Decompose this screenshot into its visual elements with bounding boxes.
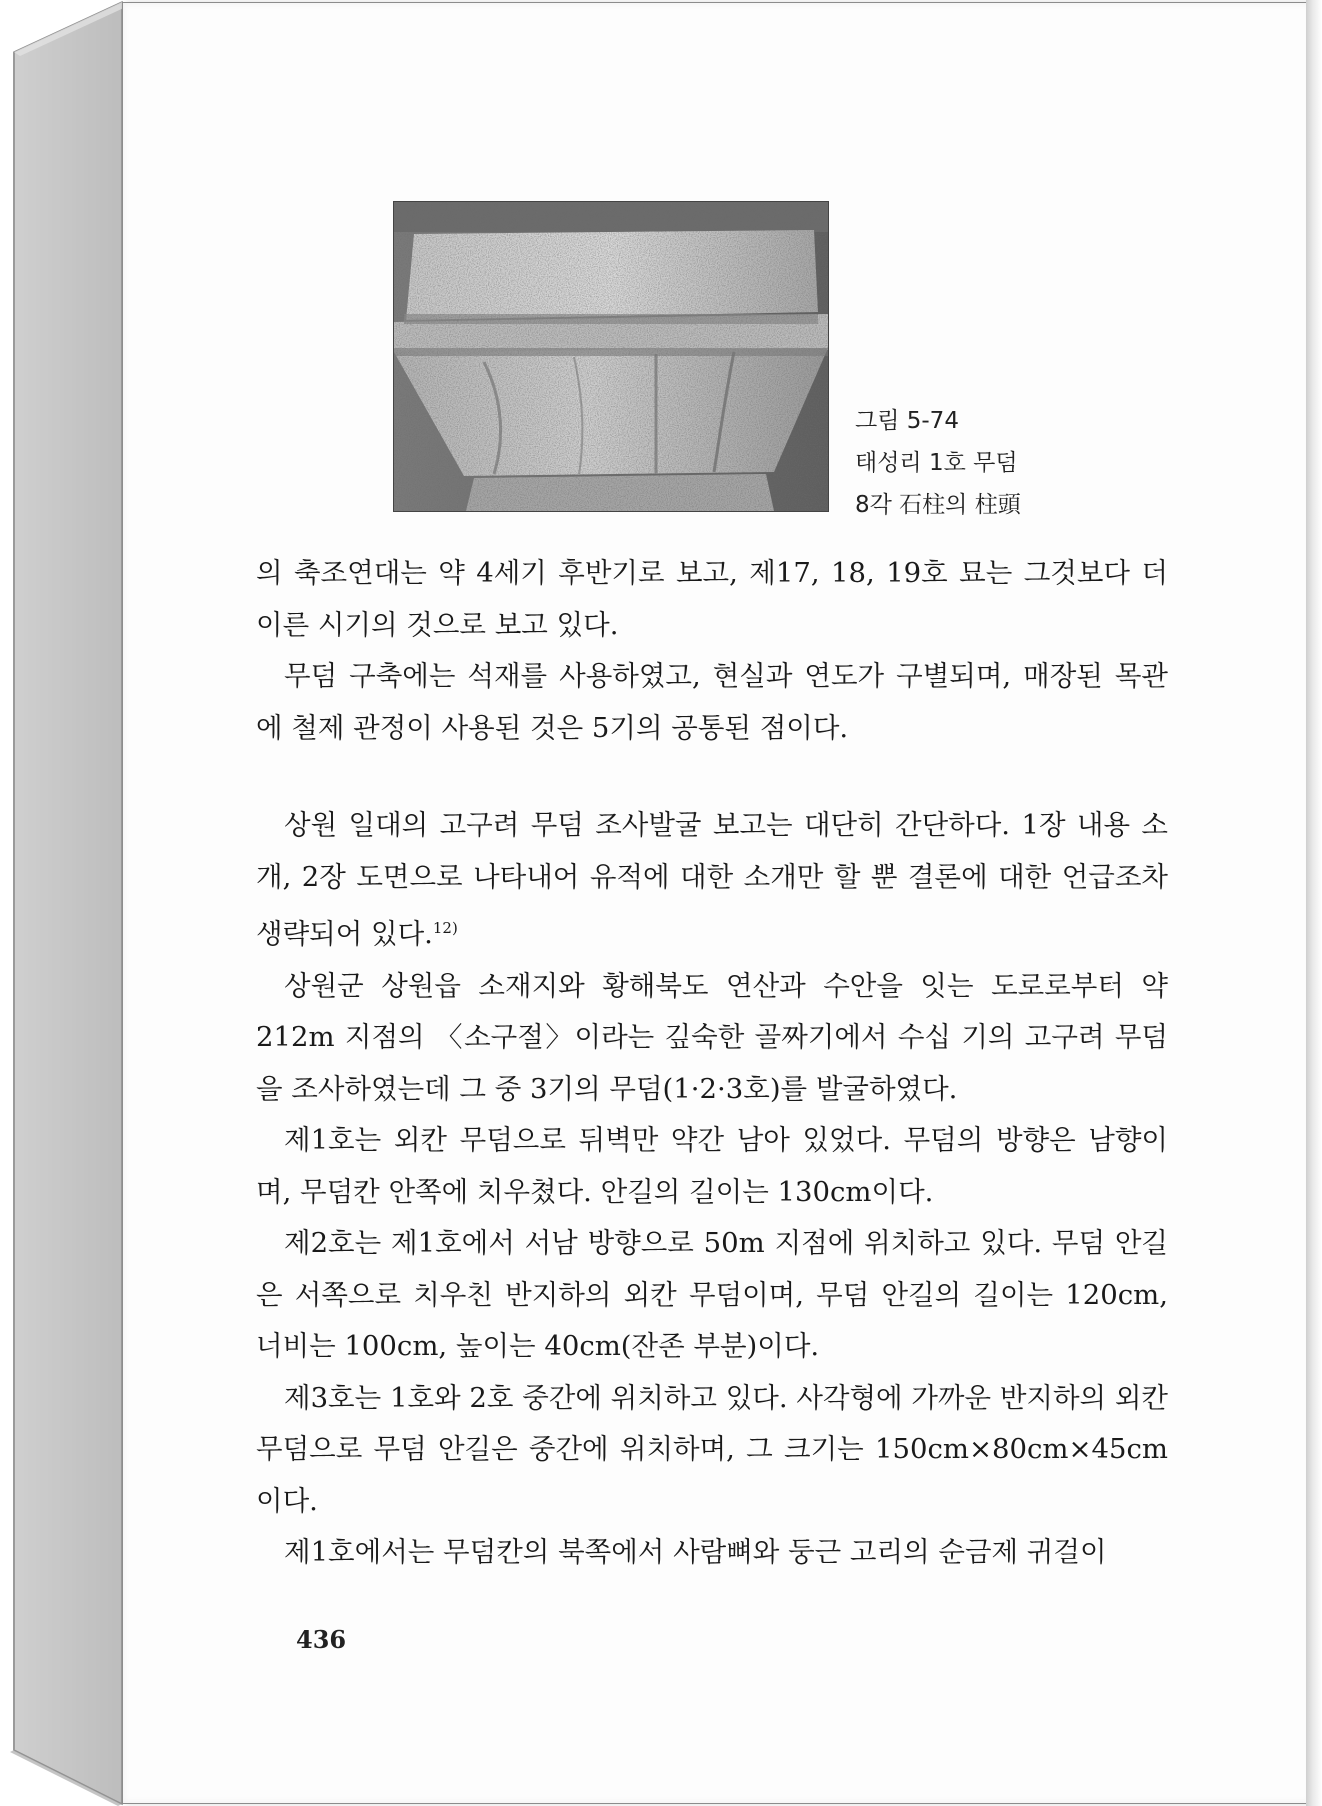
figure-caption (855, 400, 1021, 526)
paragraph: 제2호는 제1호에서 서남 방향으로 50m 지점에 위치하고 있다. 무덤 안길은 서쪽으로 치우친 반지하의 외칸 무덤이며, 무덤 안길의 길이는 120cm, 너비는 100cm, 높이는 40cm(잔존 부분)이다. (256, 1227, 1168, 1363)
page-number: 436 (296, 1625, 347, 1654)
paragraph: 제1호는 외칸 무덤으로 뒤벽만 약간 남아 있었다. 무덤의 방향은 남향이며, 무덤칸 안쪽에 치우쳤다. 안길의 길이는 130cm이다. (256, 1124, 1168, 1208)
paragraph (256, 800, 1168, 961)
paragraph: 의 축조연대는 약 4세기 후반기로 보고, 제17, 18, 19호 묘는 그것보다 더 이른 시기의 것으로 보고 있다. (256, 557, 1168, 641)
body-text (256, 548, 1168, 1579)
caption-site: 태성리 1호 무덤 (855, 450, 1018, 476)
pillar-capital-photo (393, 201, 829, 512)
paragraph: 제3호는 1호와 2호 중간에 위치하고 있다. 사각형에 가까운 반지하의 외칸 무덤으로 무덤 안길은 중간에 위치하며, 그 크기는 150cm×80cm×45cm이다. (256, 1381, 1168, 1517)
stone-capital-image (394, 202, 828, 511)
paragraph: 상원군 상원읍 소재지와 황해북도 연산과 수안을 잇는 도로로부터 약 212m 지점의 〈소구절〉이라는 깊숙한 골짜기에서 수십 기의 고구려 무덤을 조사하였는데 그 중 3기의 무덤(1·2·3호)를 발굴하였다. (256, 969, 1168, 1105)
caption-description: 8각 石柱의 柱頭 (855, 492, 1021, 518)
page-edge (1306, 0, 1322, 1806)
section-gap (256, 754, 1168, 800)
paragraph-text: 상원 일대의 고구려 무덤 조사발굴 보고는 대단히 간단하다. 1장 내용 소개, 2장 도면으로 나타내어 유적에 대한 소개만 할 뿐 결론에 대한 언급조차 생략되어 있다. (256, 809, 1168, 951)
caption-figure-number: 그림 5-74 (855, 408, 959, 434)
footnote-marker: 12) (432, 919, 458, 937)
book-spine (0, 0, 130, 1806)
paragraph: 제1호에서는 무덤칸의 북쪽에서 사람뼈와 둥근 고리의 순금제 귀걸이 (284, 1536, 1107, 1569)
paragraph: 무덤 구축에는 석재를 사용하였고, 현실과 연도가 구별되며, 매장된 목관에 철제 관정이 사용된 것은 5기의 공통된 점이다. (256, 660, 1168, 744)
